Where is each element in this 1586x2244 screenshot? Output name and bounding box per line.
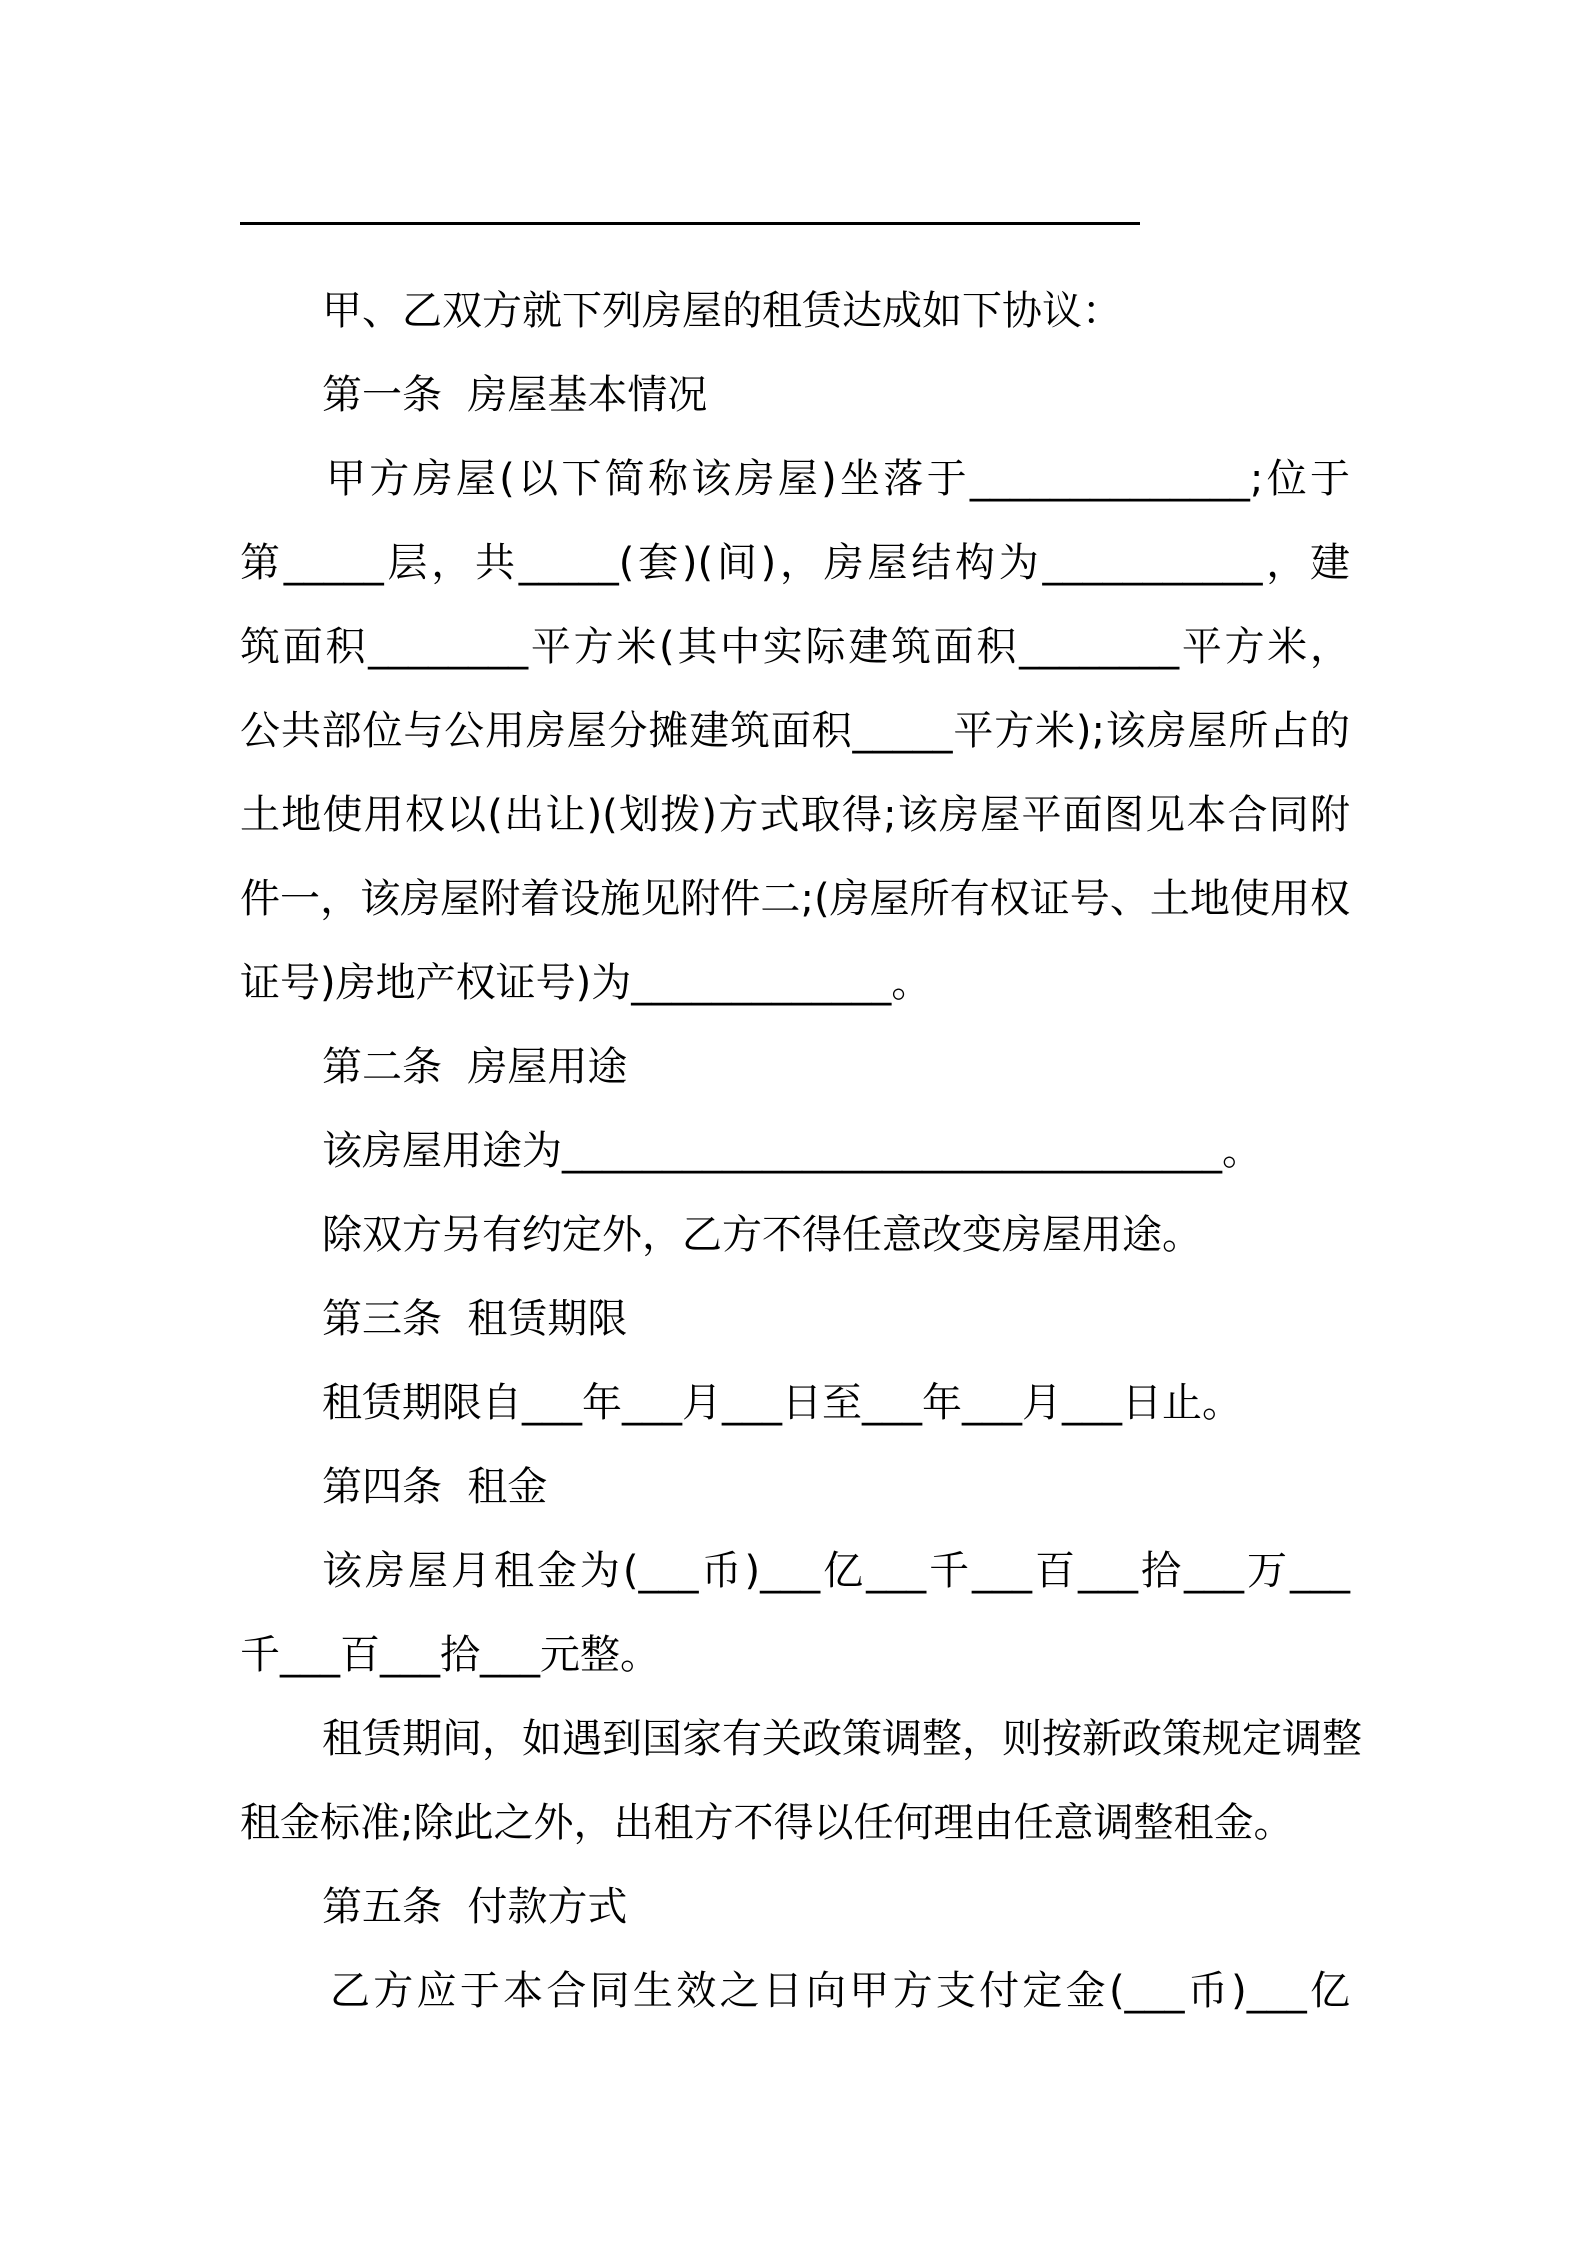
intro-paragraph: 甲、乙双方就下列房屋的租赁达成如下协议： [322, 288, 1122, 334]
article1-line-2: 第_____层，共_____(套)(间)，房屋结构为___________，建 [240, 540, 1350, 586]
article1-line-3: 筑面积________平方米(其中实际建筑面积________平方米， [240, 624, 1350, 670]
article3-heading: 第三条 租赁期限 [322, 1296, 628, 1342]
article1-heading: 第一条 房屋基本情况 [322, 372, 708, 418]
article4-line-4: 租金标准;除此之外，出租方不得以任何理由任意调整租金。 [240, 1800, 1294, 1846]
article1-line-7: 证号)房地产权证号)为_____________。 [240, 960, 932, 1006]
article2-heading: 第二条 房屋用途 [322, 1044, 628, 1090]
article2-line-1: 该房屋用途为_________________________________。 [322, 1128, 1262, 1174]
article4-heading: 第四条 租金 [322, 1464, 548, 1510]
article4-line-3: 租赁期间，如遇到国家有关政策调整，则按新政策规定调整 [322, 1716, 1362, 1762]
article4-line-1: 该房屋月租金为(___币)___亿___千___百___拾___万___ [322, 1548, 1350, 1594]
article4-line-2: 千___百___拾___元整。 [240, 1632, 660, 1678]
top-underline-rule [240, 222, 1140, 225]
article5-heading: 第五条 付款方式 [322, 1884, 628, 1930]
article5-line-1: 乙方应于本合同生效之日向甲方支付定金(___币)___亿 [330, 1968, 1350, 2014]
article1-line-4: 公共部位与公用房屋分摊建筑面积_____平方米);该房屋所占的 [240, 708, 1350, 754]
article1-line-1: 甲方房屋(以下简称该房屋)坐落于______________;位于 [326, 456, 1350, 502]
article1-line-5: 土地使用权以(出让)(划拨)方式取得;该房屋平面图见本合同附 [240, 792, 1350, 838]
article3-line-1: 租赁期限自___年___月___日至___年___月___日止。 [322, 1380, 1242, 1426]
article2-line-2: 除双方另有约定外，乙方不得任意改变房屋用途。 [322, 1212, 1202, 1258]
article1-line-6: 件一，该房屋附着设施见附件二;(房屋所有权证号、土地使用权 [240, 876, 1350, 922]
